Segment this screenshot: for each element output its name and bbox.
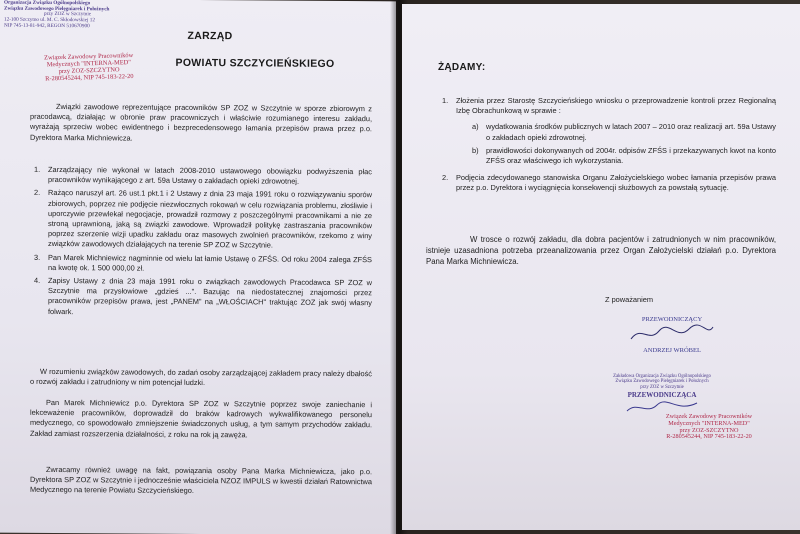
grievance-item bbox=[34, 276, 372, 319]
demands-list bbox=[442, 96, 776, 197]
regards: Z poważaniem bbox=[605, 295, 654, 304]
signature-scribble-icon bbox=[627, 323, 717, 345]
stamp-line: R-280545244, NIP 745-183-22-20 bbox=[666, 433, 752, 441]
signature-title: PRZEWODNICZĄCY bbox=[641, 316, 703, 323]
paragraph-2-text: W rozumieniu związków zawodowych, do zadań osoby zarządzającej zakładem pracy należy dbałość o rozwój zakładu i zatrudniony w nim potencjał ludzki. bbox=[30, 366, 372, 388]
sub-list-letter: b) bbox=[472, 145, 479, 155]
addressee-heading-line1: ZARZĄD bbox=[187, 29, 233, 43]
paragraph-4-text: Zwracamy również uwagę na fakt, powiązania osoby Pana Marka Michniewicza, jako p.o. Dyrektora SP ZOZ w Szczytnie i jednocześnie właściciela NZOZ IMPULS w kwestii działań Ratownictwa Medycznego na terenie Powiatu Szczycieńskiego. bbox=[30, 464, 372, 496]
list-text-content: Zapisy Ustawy z dnia 23 maja 1991 roku o związkach zawodowych Pracodawca SP ZOZ w Szczytnie ma przysłowiowe „gdzieś ...". Bazując na niedostatecznej znajomości przez pracowników przepisów prawa, jest „PANEM" na „WŁOŚCIACH" traktując ZOZ jak swój własny folwark. bbox=[48, 275, 372, 316]
closing-text: W trosce o rozwój zakładu, dla dobra pacjentów i zatrudnionych w nim pracowników, istnieje uzasadniona potrzeba przeanalizowania przez Organ Założycielski działań p.o. Dyrektora Pana Marka Michniewicza. bbox=[426, 235, 776, 266]
stamp-line: NIP 745-13-81-942, REGON 510670900 bbox=[4, 22, 90, 30]
stamp-line: PRZEWODNICZĄCA bbox=[627, 390, 697, 399]
union-stamp-red-right bbox=[634, 414, 784, 441]
stamp-line: Związek Zawodowy Pracowników bbox=[43, 52, 134, 62]
intro-paragraph bbox=[30, 102, 372, 145]
union-stamp-red bbox=[14, 51, 165, 83]
paragraph-3-text: Pan Marek Michniewicz p.o. Dyrektora SP ZOZ w Szczytnie poprzez swoje zaniechanie i lekceważenie pracowników, doprowadził do braków kadrowych wykwalifikowanego personelu medycznego, co spowodowało zmniejszenie świadczonych usług, a tym samym przychodów zakładu. Zakład zamiast rozszerzenia działalności, z roku na rok ją zawęża. bbox=[30, 397, 372, 439]
stamp-line: przy ZOZ-SZCZYTNO bbox=[58, 66, 120, 76]
stamp-line: przy ZOZ w Szczytnie bbox=[44, 11, 92, 18]
left-document-page bbox=[0, 0, 396, 534]
demands-heading: ŻĄDAMY: bbox=[438, 62, 486, 73]
list-text bbox=[48, 253, 372, 276]
demand-item bbox=[442, 96, 776, 170]
list-text bbox=[456, 173, 776, 193]
stamp-line: Medycznych "INTERNA-MED" bbox=[46, 59, 132, 69]
intro-text: Związki zawodowe reprezentujące pracowników SP ZOZ w Szczytnie w sporze zbiorowym z pracodawcą, działając w obronie praw pracowniczych i właściwie rozumianego interesu zakładu, wyrażają sprzeciw wobec ewidentnego i bezprecedensowego łamania przepisów prawa przez p.o. Dyrektora Marka Michniewicza. bbox=[30, 102, 372, 143]
sub-list-text: prawidłowości dokonywanych od 2004r. odpisów ZFŚS i przekazywanych kwot na konto ZFŚS oraz właściwego ich wykorzystania. bbox=[486, 145, 776, 166]
sub-list-text: wydatkowania środków publicznych w latach 2007 – 2010 oraz realizacji art. 59a Ustawy o zakładach opieki zdrowotnej. bbox=[486, 122, 776, 142]
list-text bbox=[48, 276, 372, 319]
list-number: 1. bbox=[34, 164, 41, 174]
list-number: 4. bbox=[34, 275, 41, 285]
list-number: 3. bbox=[34, 252, 41, 262]
list-text-content: Złożenia przez Starostę Szczycieńskiego wniosku o przeprowadzenie kontroli przez Regionalną Izbę Obrachunkową w sprawie : bbox=[456, 96, 776, 116]
stamp-line: R-280545244, NIP 745-183-22-20 bbox=[45, 73, 134, 83]
list-text-content: Zarządzający nie wykonał w latach 2008-2010 ustawowego obowiązku podwyższenia płac pracowników wynikającego z art. 59a Ustawy o zakładach opieki zdrowotnej. bbox=[48, 164, 372, 186]
grievance-item bbox=[34, 165, 372, 188]
list-text-content: Rażąco naruszył art. 26 ust.1 pkt.1 i 2 Ustawy z dnia 23 maja 1991 roku o rozwiązywaniu sporów zbiorowych, poprzez nie podjęcie niezwłocznych rokowań w celu rozwiązania problemu, złośliwie i uporczywie przewlekał negocjacje, prowadził rozmowy z poszczególnymi pracownikami a nie ze stroną uprawnioną, jaką są związki zawodowe. Wprowadził politykę zastraszania pracowników poprzez szerzenie wizji upadku zakładu oraz masowych zwolnień pracowników, rzekomo z winy związków zawodowych działających na terenie SP ZOZ w Szczytnie. bbox=[48, 188, 372, 250]
right-document-page bbox=[402, 4, 800, 530]
paragraph-2 bbox=[30, 367, 372, 390]
list-text bbox=[48, 165, 372, 188]
list-text bbox=[456, 96, 776, 170]
stamp-line: Związku Zawodowego Pielęgniarek i Położnych bbox=[4, 5, 110, 13]
stamp-line: Medycznych "INTERNA-MED" bbox=[668, 419, 750, 427]
list-number: 2. bbox=[442, 173, 449, 183]
sub-list-letter: a) bbox=[472, 122, 479, 132]
stamp-line: przy ZOZ-SZCZYTNO bbox=[679, 426, 739, 434]
stamp-line: Zakładowa Organizacja Związku Ogólnopolskiego bbox=[613, 374, 711, 379]
list-text-content: Podjęcia zdecydowanego stanowiska Organu Założycielskiego wobec łamania przepisów prawa przez p.o. Dyrektora i wyciągnięcia konsekwencji służbowych za powstałą sytuację. bbox=[456, 173, 776, 193]
addressee-heading-line2: POWIATU SZCZYCIEŃSKIEGO bbox=[175, 56, 335, 70]
demand-item bbox=[442, 173, 776, 193]
stamp-line: Związku Zawodowego Pielęgniarek i Położnych bbox=[615, 379, 709, 385]
sub-list-item bbox=[472, 146, 776, 166]
list-text-content: Pan Marek Michniewicz nagminnie od wielu lat łamie Ustawę o ZFŚS. Od roku 2004 zalega ZFŚS na kwotę ok. 1 500 000,00 zł. bbox=[48, 252, 372, 273]
grievance-item bbox=[34, 252, 372, 275]
list-number: 2. bbox=[34, 188, 41, 198]
grievance-list bbox=[34, 165, 372, 322]
list-number: 1. bbox=[442, 96, 449, 105]
grievance-item bbox=[34, 188, 372, 252]
list-text bbox=[48, 188, 372, 251]
sub-list-item bbox=[472, 122, 776, 142]
closing-paragraph bbox=[426, 234, 776, 267]
chairman-signature-stamp bbox=[617, 316, 727, 354]
stamp-line: Organizacja Związku Ogólnopolskiego bbox=[4, 0, 91, 7]
paragraph-3 bbox=[30, 398, 372, 441]
organization-stamp-top bbox=[4, 1, 174, 31]
paragraph-4 bbox=[30, 465, 372, 498]
stamp-line: 12-100 Szczytno ul. M. C. Skłodowskiej 12 bbox=[4, 16, 95, 24]
stamp-line: przy ZOZ w Szczytnie bbox=[640, 384, 684, 390]
signature-name: ANDRZEJ WRÓBEL bbox=[643, 347, 701, 355]
stamp-line: Związek Zawodowy Pracowników bbox=[665, 413, 753, 420]
